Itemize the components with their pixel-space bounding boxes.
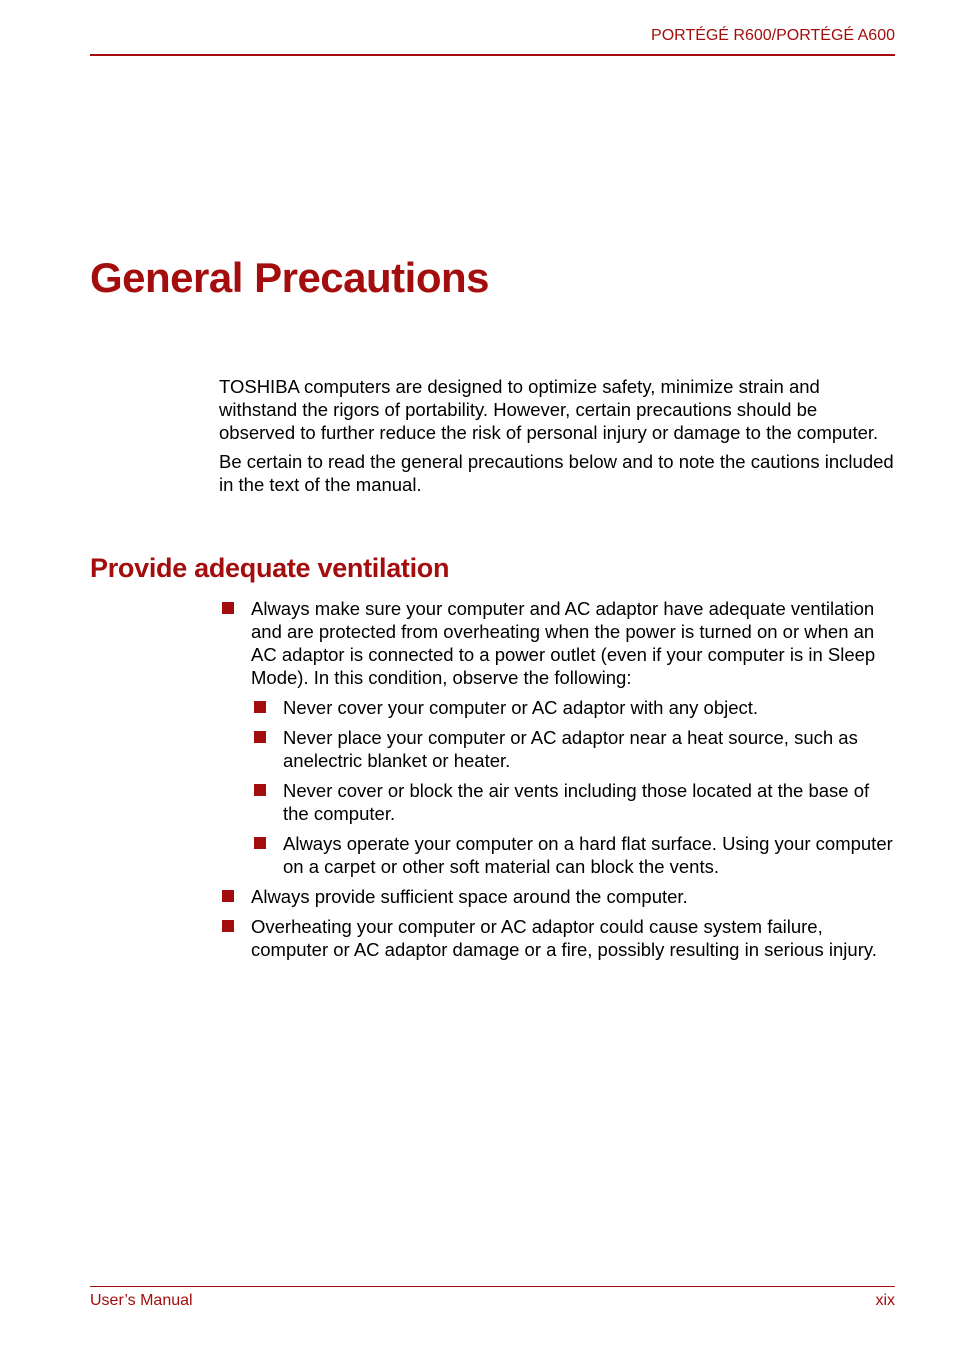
sub-list-item	[251, 832, 895, 878]
page-number: xix	[875, 1292, 895, 1309]
sub-list-item-text: Never cover or block the air vents including those located at the base of the computer.	[283, 780, 870, 824]
sub-list-item	[251, 696, 895, 719]
intro-paragraph: TOSHIBA computers are designed to optimize safety, minimize strain and withstand the rigors of portability. However, certain precautions should be observed to further reduce the risk of personal injury or damage to the computer.	[219, 376, 879, 443]
square-bullet-icon	[222, 602, 234, 614]
sub-list-item	[251, 779, 895, 825]
bullet-list	[219, 597, 895, 961]
square-bullet-icon	[254, 701, 266, 713]
square-bullet-icon	[254, 837, 266, 849]
chapter-title: General Precautions	[90, 254, 489, 301]
header-title: PORTÉGÉ R600/PORTÉGÉ A600	[651, 27, 895, 44]
header-divider	[90, 54, 895, 56]
sub-list-item	[251, 726, 895, 772]
list-item-text: Overheating your computer or AC adaptor could cause system failure, computer or AC adaptor damage or a fire, possibly resulting in serious injury.	[251, 916, 877, 960]
list-item-text: Always provide sufficient space around the computer.	[251, 886, 688, 907]
section-title: Provide adequate ventilation	[90, 553, 450, 583]
square-bullet-icon	[222, 890, 234, 902]
sub-list-item-text: Never place your computer or AC adaptor near a heat source, such as anelectric blanket or heater.	[283, 727, 858, 771]
list-item	[219, 885, 895, 908]
bullet-list-container	[219, 597, 895, 968]
intro-paragraph: Be certain to read the general precautions below and to note the cautions included in the text of the manual.	[219, 451, 894, 495]
sub-list-item-text: Never cover your computer or AC adaptor with any object.	[283, 697, 759, 718]
intro-section	[219, 375, 894, 502]
square-bullet-icon	[254, 731, 266, 743]
square-bullet-icon	[222, 920, 234, 932]
sub-list-item-text: Always operate your computer on a hard flat surface. Using your computer on a carpet or other soft material can block the vents.	[283, 833, 893, 877]
list-item	[219, 597, 895, 878]
list-item	[219, 915, 895, 961]
square-bullet-icon	[254, 784, 266, 796]
sub-bullet-list	[251, 696, 895, 878]
footer-manual-label: User’s Manual	[90, 1292, 193, 1309]
footer-divider	[90, 1286, 895, 1287]
list-item-text: Always make sure your computer and AC adaptor have adequate ventilation and are protected from overheating when the power is turned on or when an AC adaptor is connected to a power outlet (even if your computer is in Sleep Mode). In this condition, observe the following:	[251, 598, 876, 688]
